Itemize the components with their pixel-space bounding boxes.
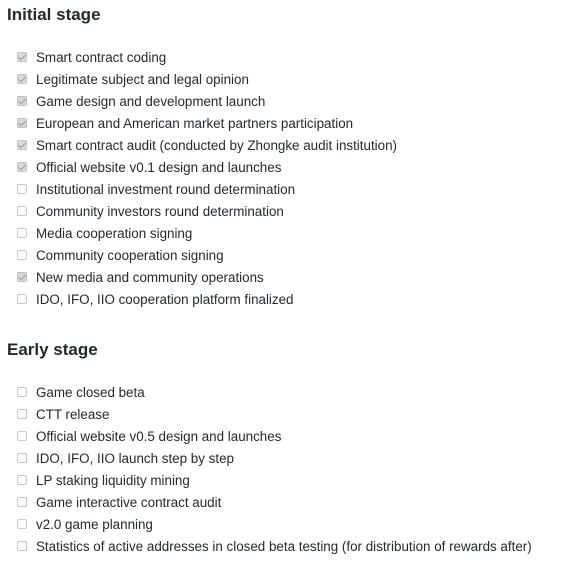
task-item — [17, 91, 397, 113]
task-label: European and American market partners participation — [36, 116, 354, 131]
checked-checkbox-icon[interactable] — [17, 118, 27, 128]
unchecked-checkbox-icon[interactable] — [17, 294, 27, 304]
task-label: IDO, IFO, IIO cooperation platform finalized — [36, 292, 294, 307]
task-item — [17, 113, 397, 135]
checked-checkbox-icon[interactable] — [17, 272, 27, 282]
task-label: Community investors round determination — [36, 204, 284, 219]
section-heading-early-stage: Early stage — [7, 340, 98, 359]
task-item — [17, 47, 397, 69]
unchecked-checkbox-icon[interactable] — [17, 228, 27, 238]
task-item — [17, 536, 532, 558]
unchecked-checkbox-icon[interactable] — [17, 206, 27, 216]
task-label: IDO, IFO, IIO launch step by step — [36, 451, 234, 466]
task-item — [17, 69, 397, 91]
unchecked-checkbox-icon[interactable] — [17, 431, 27, 441]
task-item — [17, 448, 532, 470]
unchecked-checkbox-icon[interactable] — [17, 250, 27, 260]
task-label: Legitimate subject and legal opinion — [36, 72, 249, 87]
task-label: LP staking liquidity mining — [36, 473, 190, 488]
section-heading-initial-stage: Initial stage — [7, 5, 101, 24]
task-label: New media and community operations — [36, 270, 264, 285]
task-item — [17, 245, 397, 267]
task-item — [17, 135, 397, 157]
unchecked-checkbox-icon[interactable] — [17, 184, 27, 194]
unchecked-checkbox-icon[interactable] — [17, 453, 27, 463]
task-item — [17, 179, 397, 201]
task-label: Community cooperation signing — [36, 248, 224, 263]
task-label: CTT release — [36, 407, 110, 422]
task-item — [17, 289, 397, 311]
checked-checkbox-icon[interactable] — [17, 140, 27, 150]
task-label: Game design and development launch — [36, 94, 266, 109]
task-label: v2.0 game planning — [36, 517, 153, 532]
unchecked-checkbox-icon[interactable] — [17, 541, 27, 551]
task-item — [17, 157, 397, 179]
task-item — [17, 382, 532, 404]
task-label: Institutional investment round determination — [36, 182, 296, 197]
unchecked-checkbox-icon[interactable] — [17, 519, 27, 529]
checked-checkbox-icon[interactable] — [17, 96, 27, 106]
task-item — [17, 267, 397, 289]
checked-checkbox-icon[interactable] — [17, 52, 27, 62]
checked-checkbox-icon[interactable] — [17, 162, 27, 172]
task-label: Official website v0.5 design and launches — [36, 429, 282, 444]
task-label: Media cooperation signing — [36, 226, 193, 241]
unchecked-checkbox-icon[interactable] — [17, 387, 27, 397]
task-list-early-stage — [17, 382, 532, 558]
task-item — [17, 404, 532, 426]
task-item — [17, 470, 532, 492]
task-item — [17, 426, 532, 448]
task-label: Game interactive contract audit — [36, 495, 222, 510]
task-label: Statistics of active addresses in closed beta testing (for distribution of rewards after) — [36, 539, 532, 554]
task-label: Smart contract coding — [36, 50, 167, 65]
unchecked-checkbox-icon[interactable] — [17, 497, 27, 507]
task-list-initial-stage — [17, 47, 397, 311]
task-label: Official website v0.1 design and launches — [36, 160, 282, 175]
unchecked-checkbox-icon[interactable] — [17, 409, 27, 419]
task-item — [17, 492, 532, 514]
task-item — [17, 223, 397, 245]
task-item — [17, 514, 532, 536]
task-label: Smart contract audit (conducted by Zhongke audit institution) — [36, 138, 397, 153]
task-label: Game closed beta — [36, 385, 145, 400]
unchecked-checkbox-icon[interactable] — [17, 475, 27, 485]
checked-checkbox-icon[interactable] — [17, 74, 27, 84]
task-item — [17, 201, 397, 223]
